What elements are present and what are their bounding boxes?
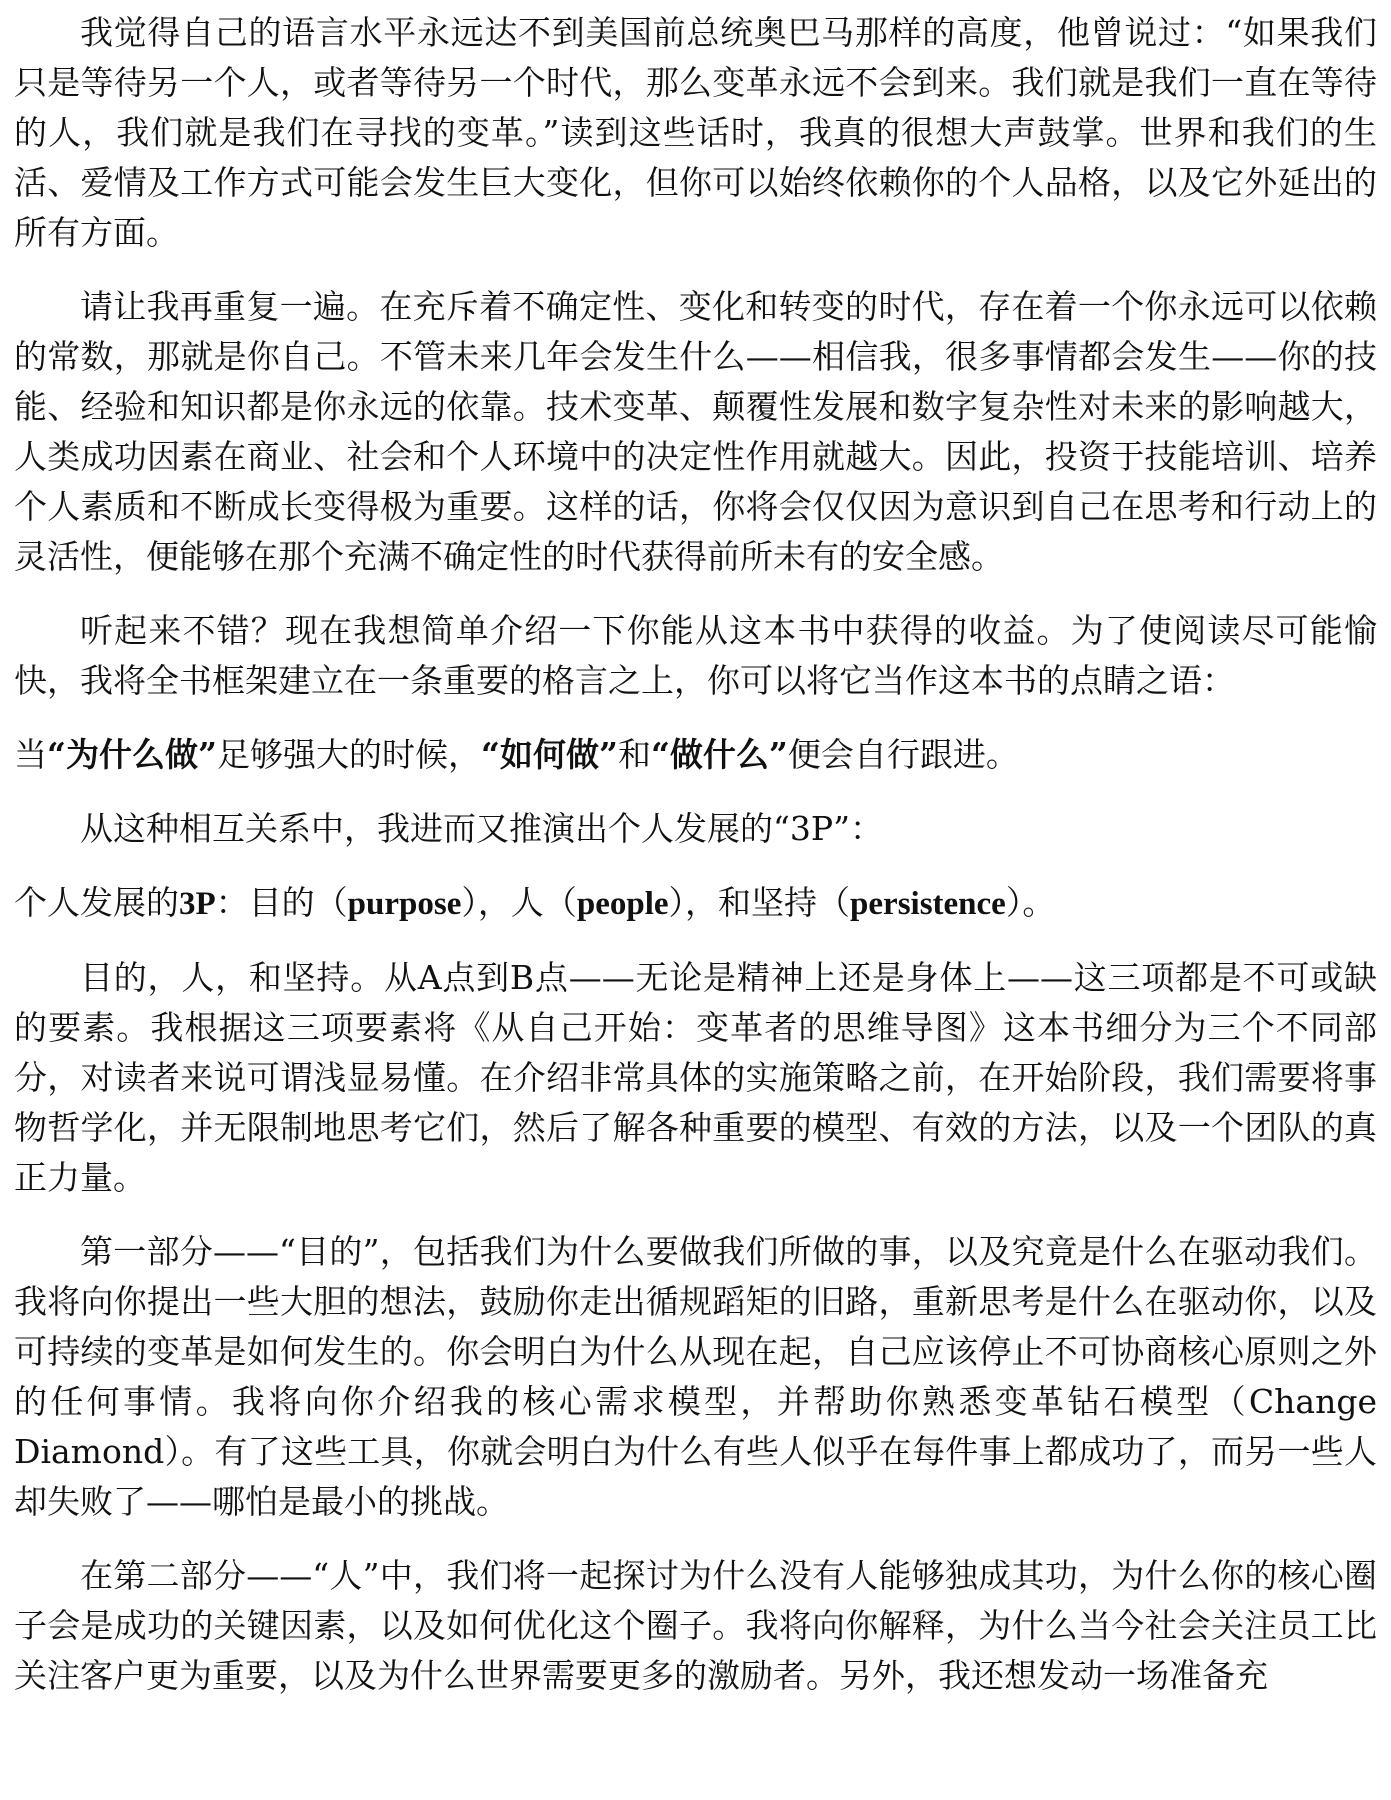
maxim-part: 足够强大的时候， — [216, 735, 481, 774]
maxim-part: 和 — [617, 735, 651, 774]
maxim-part: 便会自行跟进。 — [787, 735, 1019, 774]
threep-label: 3P — [179, 886, 216, 922]
maxim-line — [14, 730, 1377, 780]
threep-purpose: purpose — [347, 886, 462, 922]
paragraph-part-one-purpose: 第一部分——“目的”，包括我们为什么要做我们所做的事，以及究竟是什么在驱动我们。我将向你提出一些大胆的想法，鼓励你走出循规蹈矩的旧路，重新思考是什么在驱动你，以及可持续的变革是如何发生的。你会明白为什么从现在起，自己应该停止不可协商核心原则之外的任何事情。我将向你介绍我的核心需求模型，并帮助你熟悉变革钻石模型（Change Diamond）。有了这些工具，你就会明白为什么有些人似乎在每件事上都成功了，而另一些人却失败了——哪怕是最小的挑战。 — [14, 1232, 1377, 1521]
maxim-why: “为什么做” — [47, 735, 217, 774]
threep-part: ），和坚持（ — [668, 883, 851, 922]
paragraph-obama-quote: 我觉得自己的语言水平永远达不到美国前总统奥巴马那样的高度，他曾说过：“如果我们只是等待另一个人，或者等待另一个时代，那么变革永远不会到来。我们就是我们一直在等待的人，我们就是我们在寻找的变革。”读到这些话时，我真的很想大声鼓掌。世界和我们的生活、爱情及工作方式可能会发生巨大变化，但你可以始终依赖你的个人品格，以及它外延出的所有方面。 — [14, 13, 1377, 252]
paragraph-3p-intro: 从这种相互关系中，我进而又推演出个人发展的“3P”： — [80, 809, 883, 848]
threep-part: 个人发展的 — [14, 883, 179, 922]
threep-people: people — [576, 886, 669, 922]
paragraph-book-benefits: 听起来不错？现在我想简单介绍一下你能从这本书中获得的收益。为了使阅读尽可能愉快，我将全书框架建立在一条重要的格言之上，你可以将它当作这本书的点睛之语： — [14, 611, 1377, 700]
threep-line — [14, 878, 1377, 929]
threep-part: ），人（ — [461, 883, 577, 922]
threep-persistence: persistence — [850, 886, 1006, 922]
maxim-how: “如何做” — [480, 735, 618, 774]
paragraph-three-elements: 目的，人，和坚持。从A点到B点——无论是精神上还是身体上——这三项都是不可或缺的要素。我根据这三项要素将《从自己开始：变革者的思维导图》这本书细分为三个不同部分，对读者来说可谓浅显易懂。在介绍非常具体的实施策略之前，在开始阶段，我们需要将事物哲学化，并无限制地思考它们，然后了解各种重要的模型、有效的方法，以及一个团队的真正力量。 — [14, 958, 1377, 1197]
paragraph-part-two-people: 在第二部分——“人”中，我们将一起探讨为什么没有人能够独成其功，为什么你的核心圈子会是成功的关键因素，以及如何优化这个圈子。我将向你解释，为什么当今社会关注员工比关注客户更为重要，以及为什么世界需要更多的激励者。另外，我还想发动一场准备充 — [14, 1556, 1377, 1695]
maxim-part: 当 — [14, 735, 47, 774]
maxim-what: “做什么” — [650, 735, 788, 774]
paragraph-constant-self: 请让我再重复一遍。在充斥着不确定性、变化和转变的时代，存在着一个你永远可以依赖的常数，那就是你自己。不管未来几年会发生什么——相信我，很多事情都会发生——你的技能、经验和知识都是你永远的依靠。技术变革、颠覆性发展和数字复杂性对未来的影响越大，人类成功因素在商业、社会和个人环境中的决定性作用就越大。因此，投资于技能培训、培养个人素质和不断成长变得极为重要。这样的话，你将会仅仅因为意识到自己在思考和行动上的灵活性，便能够在那个充满不确定性的时代获得前所未有的安全感。 — [14, 287, 1377, 576]
threep-part: ：目的（ — [215, 883, 348, 922]
threep-part: ）。 — [1005, 883, 1056, 922]
